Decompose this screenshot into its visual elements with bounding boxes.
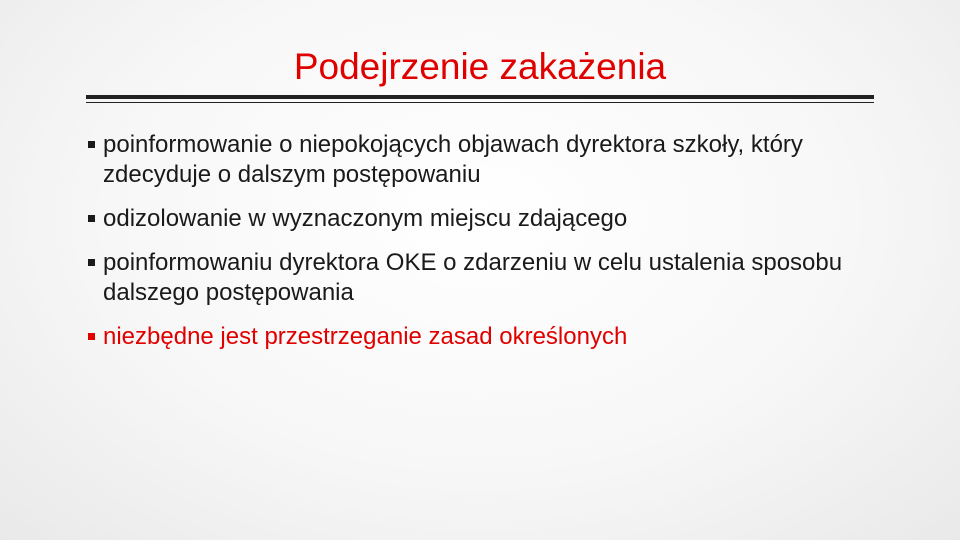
square-bullet-icon: [88, 259, 95, 266]
bullet-item: [88, 204, 888, 234]
bullet-item: [88, 130, 888, 190]
bullet-list: [88, 130, 888, 352]
bullet-text: niezbędne jest przestrzeganie zasad określonych: [103, 323, 628, 350]
bullet-text: poinformowanie o niepokojących objawach dyrektora szkoły, który zdecyduje o dalszym postępowaniu: [103, 131, 803, 188]
title-underline-thin: [86, 102, 874, 103]
square-bullet-icon: [88, 333, 95, 340]
bullet-text: odizolowanie w wyznaczonym miejscu zdającego: [103, 205, 628, 232]
square-bullet-icon: [88, 141, 95, 148]
bullet-text: poinformowaniu dyrektora OKE o zdarzeniu w celu ustalenia sposobu dalszego postępowania: [103, 249, 843, 306]
bullet-item-highlight: [88, 322, 888, 352]
slide-title: Podejrzenie zakażenia: [293, 46, 667, 87]
square-bullet-icon: [88, 215, 95, 222]
title-underline-thick: [86, 95, 874, 99]
bullet-item: [88, 248, 888, 308]
